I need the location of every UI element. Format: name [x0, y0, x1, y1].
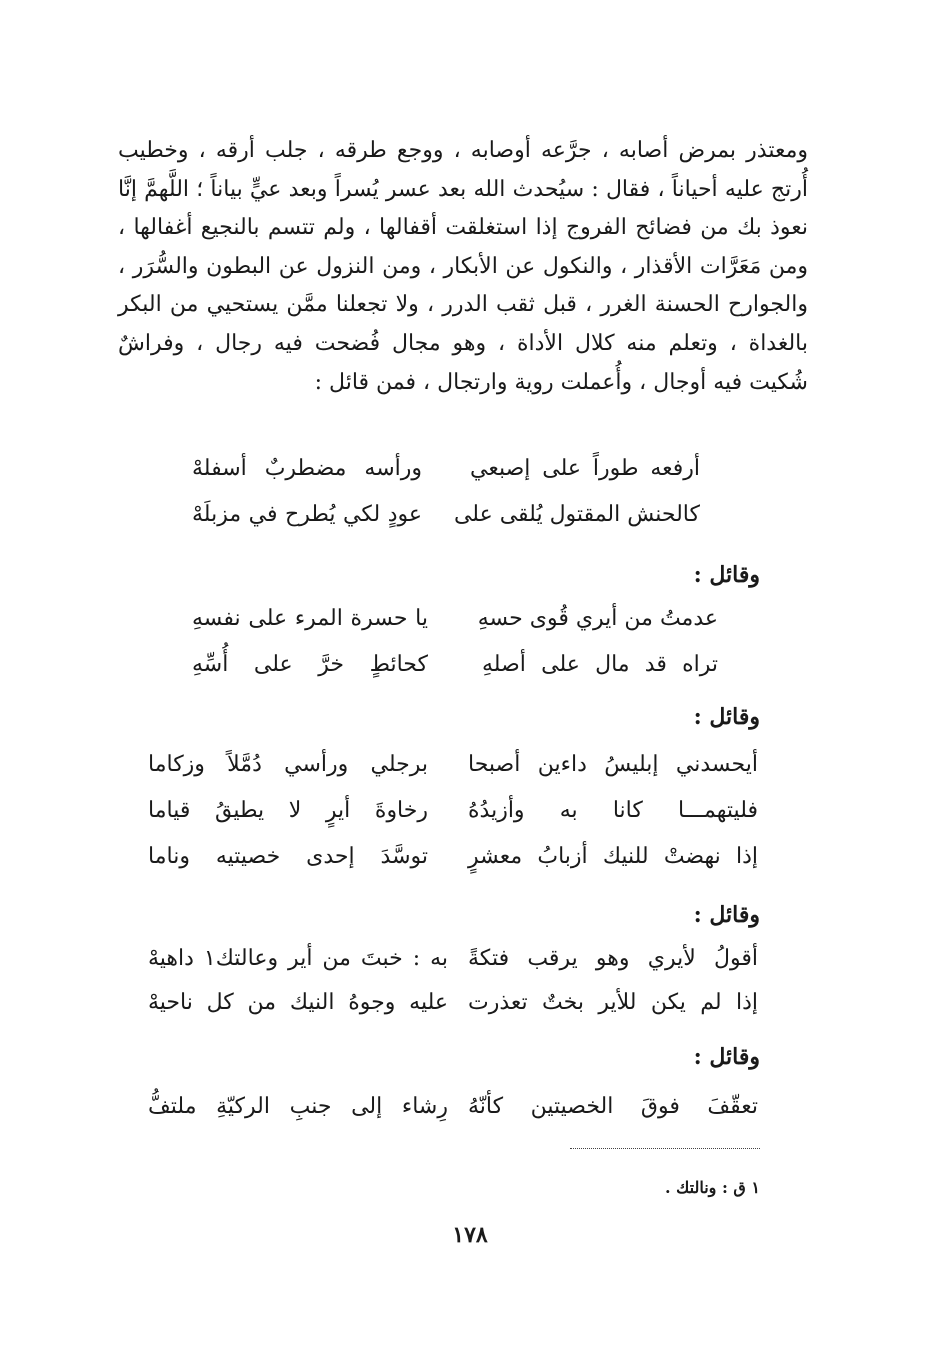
verse-second-hemistich: توسَّدَ إحدى خصيتيه وناما: [148, 844, 428, 869]
speaker-label: وقائل :: [693, 562, 760, 588]
footnote-separator: [570, 1148, 760, 1149]
verse-line: [148, 986, 758, 1020]
footnote: ١ ق : ونالتك .: [664, 1178, 760, 1197]
verse-line: [148, 748, 758, 782]
verse-second-hemistich: رخاوةَ أيرٍ لا يطيقُ قياما: [148, 798, 428, 823]
verse-first-hemistich: أرفعه طوراً على إصبعي: [470, 456, 700, 481]
verse-line: [192, 648, 718, 682]
speaker-label: وقائل :: [693, 704, 760, 730]
verse-second-hemistich: عودٍ لكي يُطرح في مزبلَهْ: [192, 502, 422, 527]
verse-first-hemistich: إذا لم يكن للأير بختٌ تعذرت: [468, 990, 758, 1015]
verse-second-hemistich: يا حسرة المرء على نفسهِ: [192, 606, 428, 631]
verse-second-hemistich: برجلي ورأسي دُمَّلاً وزكاما: [148, 752, 428, 777]
verse-first-hemistich: تراه قد مال على أصلهِ: [482, 652, 718, 677]
page-number: ١٧٨: [452, 1222, 488, 1248]
verse-second-hemistich: ورأسه مضطربٌ أسفلهْ: [192, 456, 422, 481]
verse-line: [148, 942, 758, 976]
verse-second-hemistich: رِشاء إلى جنبِ الركيّةِ ملتفُّ: [148, 1094, 448, 1119]
body-paragraph: ومعتذر بمرض أصابه ، جرَّعه أوصابه ، ووجع طرقه ، جلب أرقه ، وخطيب أُرتج عليه أحياناً ، فقال : سيُحدث الله بعد عسر يُسراً وبعد عيٍّ بياناً ؛ اللَّهمَّ إنَّا نعوذ بك من فضائح الفروج إذا استغلقت أقفالها ، ولم تتسم بالنجيع أغفالها ، ومن مَعَرَّات الأقذار ، والنكول عن الأبكار ، ومن النزول عن البطون والسُّرَر ، والجوارح الحسنة الغرر ، قبل ثقب الدرر ، ولا تجعلنا ممَّن يستحيي من البكر بالغداة ، وتعلم منه كلال الأداة ، وهو مجال فُضحت فيه رجال ، وفراشٌ شُكيت فيه أوجال ، وأُعملت روية وارتجال ، فمن قائل :: [118, 138, 808, 395]
verse-line: [148, 794, 758, 828]
verse-first-hemistich: عدمتُ من أيري قُوى حسهِ: [477, 606, 718, 631]
verse-line: [192, 498, 700, 532]
verse-first-hemistich: أقولُ لأيري وهو يرقب فتكةً: [468, 946, 758, 971]
verse-line: [192, 452, 700, 486]
speaker-label: وقائل :: [693, 902, 760, 928]
verse-line: [192, 602, 718, 636]
verse-first-hemistich: أيحسدني إبليسُ داءين أصبحا: [468, 752, 758, 777]
verse-first-hemistich: تعقّفَ فوقَ الخصيتين كأنّهُ: [468, 1094, 758, 1119]
verse-second-hemistich: كحائطٍ خرَّ على أُسِّهِ: [192, 652, 428, 677]
verse-first-hemistich: إذا نهضتْ للنيك أزبابُ معشرٍ: [468, 844, 758, 869]
speaker-label: وقائل :: [693, 1044, 760, 1070]
verse-second-hemistich: به : خبتَ من أير وعالتك١ داهيهْ: [148, 946, 448, 971]
verse-first-hemistich: فليتهمـــا كانا به وأزيدُهُ: [468, 798, 758, 823]
verse-line: [148, 840, 758, 874]
verse-second-hemistich: عليه وجوهُ النيك من كل ناحيهْ: [148, 990, 448, 1015]
verse-first-hemistich: كالحنش المقتول يُلقى على: [453, 502, 700, 527]
verse-line: [148, 1090, 758, 1124]
